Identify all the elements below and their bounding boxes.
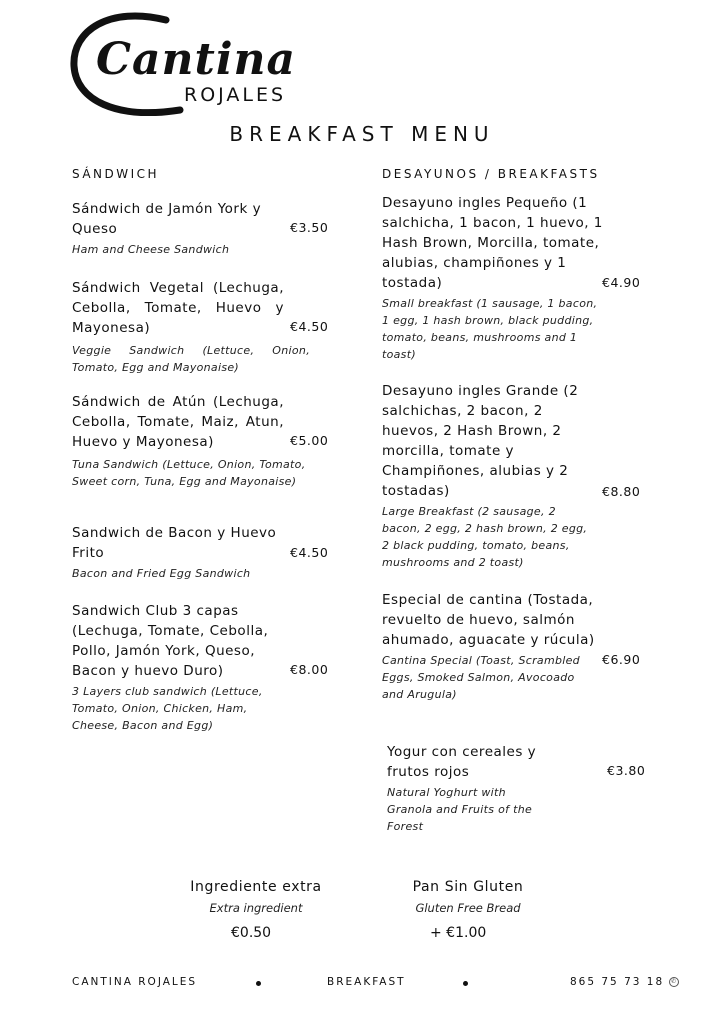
menu-title: BREAKFAST MENU (229, 122, 495, 146)
item-name: Sandwich Club 3 capas (Lechuga, Tomate, Cebolla, Pollo, Jamón York, Queso, Bacon y huevo Duro) (72, 603, 269, 679)
menu-item (72, 523, 277, 582)
item-name: Sándwich de Atún (Lechuga, Cebolla, Tomate, Maiz, Atun, Huevo y Mayonesa) (72, 394, 284, 450)
item-price: €4.90 (602, 275, 641, 290)
item-price: €3.50 (290, 220, 329, 235)
whatsapp-icon: ✆ (670, 978, 678, 985)
item-desc: Cantina Special (Toast, Scrambled Eggs, Smoked Salmon, Avocoado and Arugula) (382, 654, 580, 701)
footer-brand: CANTINA ROJALES (72, 976, 198, 988)
menu-item (72, 601, 277, 734)
footer-section: BREAKFAST (327, 976, 406, 988)
item-desc: Ham and Cheese Sandwich (72, 243, 230, 256)
item-price: €8.00 (290, 662, 329, 677)
item-price: €8.80 (602, 484, 641, 499)
item-price: €5.00 (290, 433, 329, 448)
gluten-free-bread (398, 879, 538, 915)
item-name: Sandwich de Bacon y Huevo Frito (72, 525, 277, 561)
item-name: Yogur con cereales y frutos rojos (387, 744, 537, 780)
item-price: €4.50 (290, 545, 329, 560)
section-heading-breakfasts: DESAYUNOS / BREAKFASTS (382, 167, 600, 181)
logo-wordmark: Cantina (96, 34, 297, 85)
item-price: €4.50 (290, 319, 329, 334)
extra-ingredient (186, 879, 326, 915)
item-name: Sándwich de Jamón York y Queso (72, 201, 262, 237)
menu-item (387, 742, 552, 835)
item-desc: Small breakfast (1 sausage, 1 bacon, 1 egg, 1 hash brown, black pudding, tomato, beans, mushrooms and 1 toast) (382, 297, 598, 361)
item-desc: Natural Yoghurt with Granola and Fruits of the Forest (387, 786, 533, 833)
extra-name: Ingrediente extra (190, 879, 322, 895)
item-price: €6.90 (602, 652, 641, 667)
extra-desc: Extra ingredient (209, 901, 303, 915)
item-desc: Veggie Sandwich (Lettuce, Onion, Tomato, Egg and Mayonaise) (72, 344, 310, 374)
item-name: Sándwich Vegetal (Lechuga, Cebolla, Tomate, Huevo y Mayonesa) (72, 280, 284, 336)
item-name: Especial de cantina (Tostada, revuelto de huevo, salmón ahumado, aguacate y rúcula) (382, 592, 595, 648)
menu-item (72, 278, 284, 338)
extra-price: €0.50 (231, 925, 272, 941)
menu-item (382, 590, 597, 703)
menu-item (72, 392, 284, 452)
menu-item (382, 193, 604, 363)
footer-phone (570, 976, 679, 988)
extra-price: + €1.00 (430, 925, 487, 941)
menu-item (72, 199, 287, 258)
extra-desc: Gluten Free Bread (415, 901, 521, 915)
footer-dot (256, 981, 261, 986)
item-desc: Tuna Sandwich (Lettuce, Onion, Tomato, Sweet corn, Tuna, Egg and Mayonaise) (72, 458, 306, 488)
item-desc: Large Breakfast (2 sausage, 2 bacon, 2 egg, 2 hash brown, 2 egg, 2 black pudding, tomato, beans, mushrooms and 2 toast) (382, 505, 588, 569)
phone-number: 865 75 73 18 (570, 976, 665, 988)
item-name: Desayuno ingles Pequeño (1 salchicha, 1 bacon, 1 huevo, 1 Hash Brown, Morcilla, tomate, alubias, champiñones y 1 tostada) (382, 195, 603, 291)
footer-dot (463, 981, 468, 986)
item-desc: 3 Layers club sandwich (Lettuce, Tomato, Onion, Chicken, Ham, Cheese, Bacon and Egg) (72, 685, 263, 732)
section-heading-sandwich: SÁNDWICH (72, 167, 160, 181)
item-desc: Bacon and Fried Egg Sandwich (72, 567, 251, 580)
item-price: €3.80 (607, 763, 646, 778)
menu-item (382, 381, 597, 571)
logo-location: ROJALES (184, 84, 287, 106)
item-name: Desayuno ingles Grande (2 salchichas, 2 bacon, 2 huevos, 2 Hash Brown, 2 morcilla, tomate y Champiñones, alubias y 2 tostadas) (382, 383, 579, 499)
extra-name: Pan Sin Gluten (412, 879, 524, 895)
